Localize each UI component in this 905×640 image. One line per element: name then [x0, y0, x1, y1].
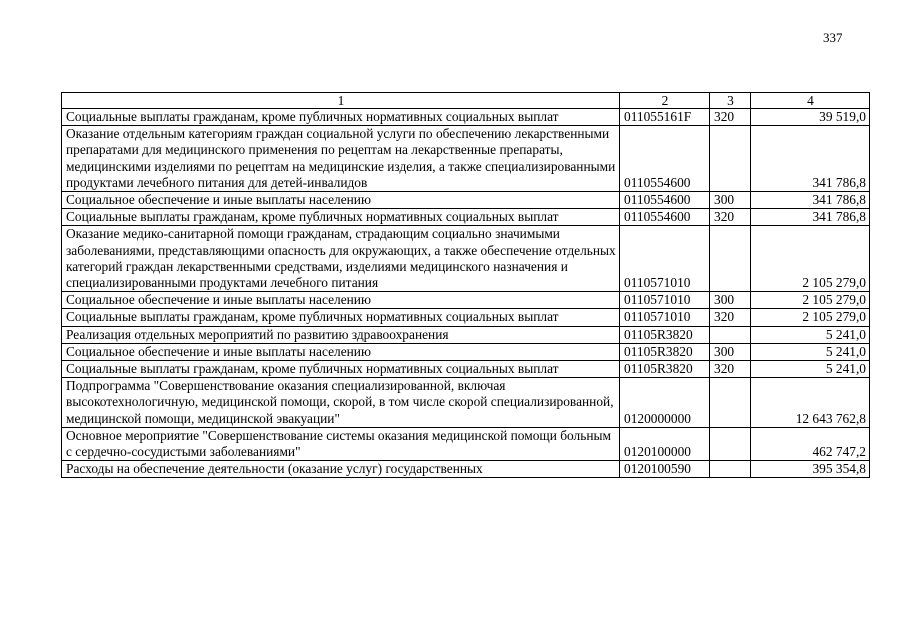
header-cell-sum: 4 — [751, 93, 870, 109]
row-sum-cell: 12 643 762,8 — [751, 378, 870, 428]
row-name-cell: Социальные выплаты гражданам, кроме публичных нормативных социальных выплат — [62, 209, 620, 226]
table-header-row — [62, 93, 870, 109]
table-row — [62, 226, 870, 292]
row-sum-cell: 341 786,8 — [751, 126, 870, 192]
table-row — [62, 309, 870, 326]
row-name-cell: Социальное обеспечение и иные выплаты населению — [62, 292, 620, 309]
header-cell-code: 2 — [620, 93, 710, 109]
table-row — [62, 192, 870, 209]
table-row — [62, 292, 870, 309]
row-type-cell: 320 — [710, 209, 751, 226]
row-type-cell — [710, 378, 751, 428]
table-row — [62, 361, 870, 378]
row-code-cell: 0110571010 — [620, 309, 710, 326]
row-name-cell: Оказание отдельным категориям граждан социальной услуги по обеспечению лекарственными препаратами для медицинского применения по рецептам на лекарственные препараты, медицинскими изделиями по рецептам на медицинские изделия, а также специализированными продуктами лечебного питания для детей-инвалидов — [62, 126, 620, 192]
row-type-cell: 300 — [710, 292, 751, 309]
row-name-cell: Основное мероприятие "Совершенствование системы оказания медицинской помощи больным с сердечно-сосудистыми заболеваниями" — [62, 427, 620, 460]
table-row — [62, 326, 870, 343]
page-number: 337 — [823, 30, 843, 45]
row-sum-cell: 5 241,0 — [751, 343, 870, 360]
row-type-cell — [710, 126, 751, 192]
header-cell-name: 1 — [62, 93, 620, 109]
row-name-cell: Реализация отдельных мероприятий по развитию здравоохранения — [62, 326, 620, 343]
row-type-cell — [710, 326, 751, 343]
budget-table-body — [62, 93, 870, 478]
row-sum-cell: 5 241,0 — [751, 361, 870, 378]
row-name-cell: Оказание медико-санитарной помощи гражданам, страдающим социально значимыми заболеваниями, представляющими опасность для окружающих, а также обеспечение отдельных категорий граждан лекарственными средствами, изделиями медицинского назначения и специализированными продуктами лечебного питания — [62, 226, 620, 292]
row-code-cell: 0120100000 — [620, 427, 710, 460]
table-row — [62, 209, 870, 226]
row-type-cell: 320 — [710, 309, 751, 326]
row-name-cell: Социальные выплаты гражданам, кроме публичных нормативных социальных выплат — [62, 361, 620, 378]
row-sum-cell: 341 786,8 — [751, 209, 870, 226]
row-code-cell: 0120000000 — [620, 378, 710, 428]
row-code-cell: 0110554600 — [620, 209, 710, 226]
row-code-cell: 0110571010 — [620, 226, 710, 292]
row-code-cell: 0120100590 — [620, 461, 710, 478]
row-type-cell: 300 — [710, 343, 751, 360]
table-row — [62, 461, 870, 478]
row-type-cell — [710, 226, 751, 292]
row-code-cell: 01105R3820 — [620, 361, 710, 378]
table-row — [62, 109, 870, 126]
row-name-cell: Расходы на обеспечение деятельности (оказание услуг) государственных — [62, 461, 620, 478]
row-name-cell: Социальное обеспечение и иные выплаты населению — [62, 192, 620, 209]
row-sum-cell: 2 105 279,0 — [751, 226, 870, 292]
row-code-cell: 0110554600 — [620, 192, 710, 209]
table-row — [62, 427, 870, 460]
row-sum-cell: 462 747,2 — [751, 427, 870, 460]
table-row — [62, 378, 870, 428]
row-name-cell: Социальные выплаты гражданам, кроме публичных нормативных социальных выплат — [62, 109, 620, 126]
row-type-cell: 320 — [710, 109, 751, 126]
row-type-cell — [710, 461, 751, 478]
row-name-cell: Подпрограмма "Совершенствование оказания специализированной, включая высокотехнологичную, медицинской помощи, скорой, в том числе скорой специализированной, медицинской помощи, медицинской эвакуации" — [62, 378, 620, 428]
row-sum-cell: 2 105 279,0 — [751, 292, 870, 309]
row-sum-cell: 39 519,0 — [751, 109, 870, 126]
row-type-cell: 300 — [710, 192, 751, 209]
row-code-cell: 0110554600 — [620, 126, 710, 192]
row-code-cell: 011055161F — [620, 109, 710, 126]
row-type-cell: 320 — [710, 361, 751, 378]
budget-table — [61, 92, 870, 478]
row-code-cell: 01105R3820 — [620, 326, 710, 343]
row-sum-cell: 2 105 279,0 — [751, 309, 870, 326]
row-type-cell — [710, 427, 751, 460]
row-sum-cell: 5 241,0 — [751, 326, 870, 343]
row-sum-cell: 395 354,8 — [751, 461, 870, 478]
header-cell-type: 3 — [710, 93, 751, 109]
row-code-cell: 01105R3820 — [620, 343, 710, 360]
table-row — [62, 126, 870, 192]
table-row — [62, 343, 870, 360]
row-sum-cell: 341 786,8 — [751, 192, 870, 209]
row-name-cell: Социальное обеспечение и иные выплаты населению — [62, 343, 620, 360]
row-code-cell: 0110571010 — [620, 292, 710, 309]
row-name-cell: Социальные выплаты гражданам, кроме публичных нормативных социальных выплат — [62, 309, 620, 326]
